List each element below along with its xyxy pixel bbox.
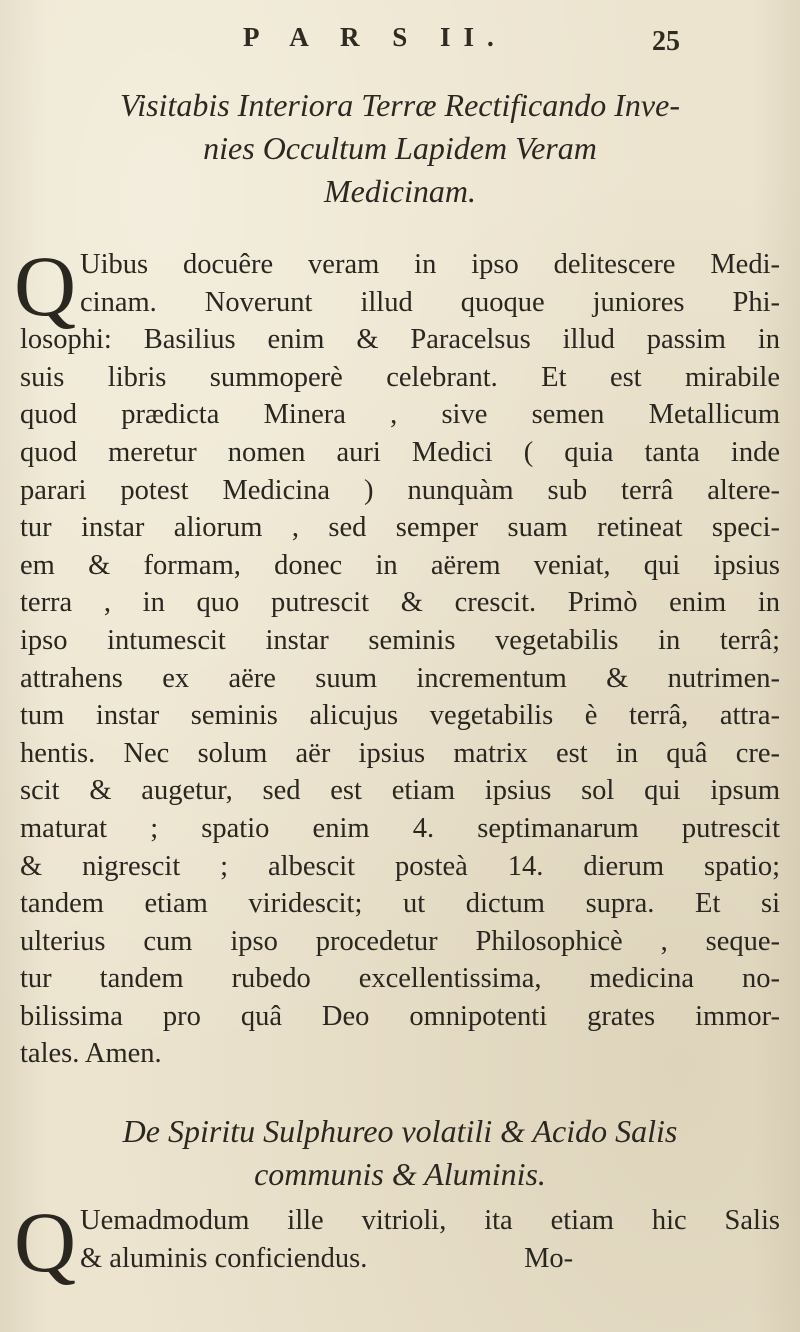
text-line: quod meretur nomen auri Medici ( quia tanta inde [20,436,780,468]
text-line: Uibus docuêre veram in ipso delitescere Medi- [80,249,780,280]
heading-line: De Spiritu Sulphureo volatili & Acido Salis [122,1113,678,1149]
text-line: parari potest Medicina ) nunquàm sub terrâ altere- [20,474,780,506]
paragraph [20,246,780,1073]
text-line: tur tandem rubedo excellentissima, medicina no- [20,963,780,995]
text-line: & aluminis conficiendus. Mo- [80,1242,574,1274]
heading-line: nies Occultum Lapidem Veram [203,130,597,166]
text-line: & nigrescit ; albescit posteà 14. dierum spatio; [20,850,780,882]
running-head: P A R S II. [243,22,507,52]
heading-line: communis & Aluminis. [254,1156,546,1192]
text-line: quod prædicta Minera , sive semen Metallicum [20,399,780,431]
text-line: cinam. Noverunt illud quoque juniores Phi- [80,286,780,318]
text-line: ulterius cum ipso procedetur Philosophicè , seque- [20,925,780,957]
text-line: tandem etiam viridescit; ut dictum supra. Et si [20,888,780,920]
text-line: em & formam, donec in aërem veniat, qui ipsius [20,549,780,581]
text-line: hentis. Nec solum aër ipsius matrix est in quâ cre- [20,737,780,769]
text-line: losophi: Basilius enim & Paracelsus illud passim in [20,324,780,356]
text-line: tum instar seminis alicujus vegetabilis è terrâ, attra- [20,700,780,732]
section-heading [28,1110,772,1196]
drop-cap: Q [14,1194,77,1290]
text-line: terra , in quo putrescit & crescit. Primò enim in [20,587,780,619]
text-line: tur instar aliorum , sed semper suam retineat speci- [20,512,780,544]
text-line: tales. Amen. [20,1038,162,1070]
text-line: suis libris summoperè celebrant. Et est mirabile [20,361,780,393]
text-line: attrahens ex aëre suum incrementum & nutrimen- [20,662,780,694]
drop-cap: Q [14,238,77,334]
page-number: 25 [652,26,680,57]
heading-line: Medicinam. [324,173,476,209]
text-line: Uemadmodum ille vitrioli, ita etiam hic Salis [80,1205,780,1236]
text-line: ipso intumescit instar seminis vegetabilis in terrâ; [20,624,780,656]
paragraph [20,1202,780,1277]
text-line: scit & augetur, sed est etiam ipsius sol qui ipsum [20,775,780,807]
section-heading [28,84,772,213]
text-line: maturat ; spatio enim 4. septimanarum putrescit [20,812,780,844]
text-line: bilissima pro quâ Deo omnipotenti grates immor- [20,1000,780,1032]
heading-line: Visitabis Interiora Terræ Rectificando Inve- [120,87,680,123]
